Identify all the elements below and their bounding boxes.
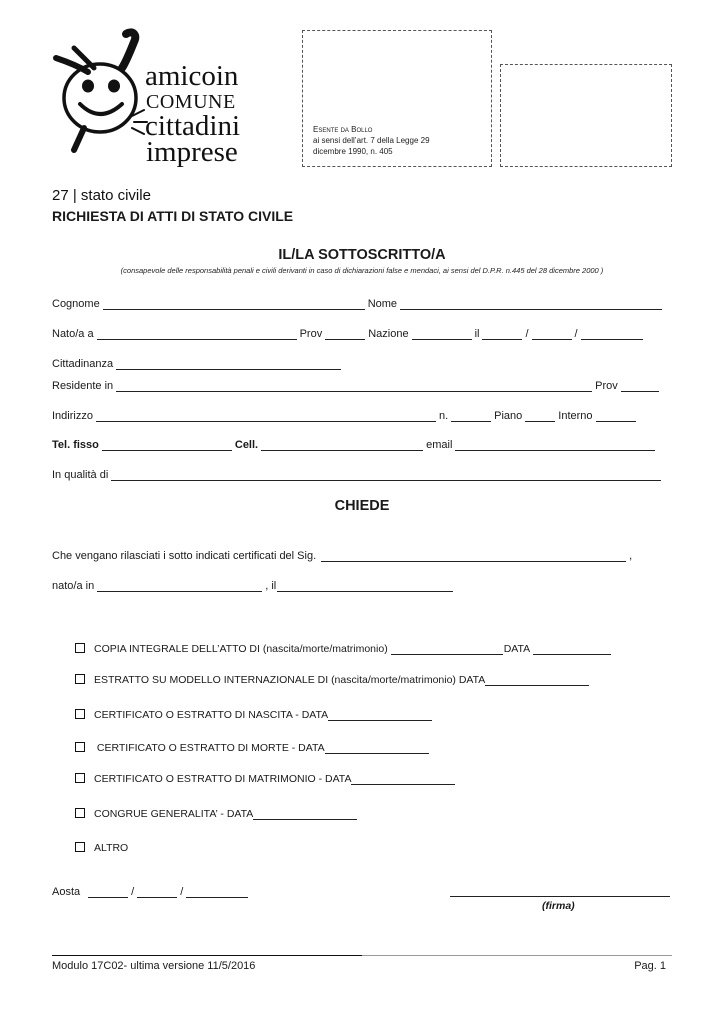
row-name xyxy=(52,295,665,310)
checkbox-marriage-certificate[interactable] xyxy=(75,773,85,783)
marriage-certificate-date-field[interactable] xyxy=(351,773,455,785)
date-slash: / xyxy=(525,328,529,340)
row-address xyxy=(52,407,639,422)
nato-label: Nato/a a xyxy=(52,328,94,340)
row-residence xyxy=(52,377,662,392)
request-text: Che vengano rilasciati i sotto indicati certificati del Sig. xyxy=(52,550,317,562)
piano-label: Piano xyxy=(494,410,523,422)
document-title: RICHIESTA DI ATTI DI STATO CIVILE xyxy=(52,208,294,224)
qualita-label: In qualità di xyxy=(52,469,109,481)
sign-year-field[interactable] xyxy=(186,886,248,898)
checkbox-full-copy[interactable] xyxy=(75,643,85,653)
stamp-exemption-line1: ai sensi dell’art. 7 della Legge 29 xyxy=(313,136,430,145)
option-marriage-certificate-label: CERTIFICATO O ESTRATTO DI MATRIMONIO - DATA xyxy=(94,773,352,785)
address-field[interactable] xyxy=(96,410,436,422)
row-request-person xyxy=(52,547,632,562)
logo-text-comune: COMUNE xyxy=(146,91,236,113)
section-label: 27 | stato civile xyxy=(52,187,151,204)
checkbox-personal-details[interactable] xyxy=(75,808,85,818)
personal-details-date-field[interactable] xyxy=(253,808,357,820)
nome-label: Nome xyxy=(367,298,398,310)
option-other xyxy=(75,839,128,854)
birth-prov-field[interactable] xyxy=(325,328,365,340)
full-copy-type-field[interactable] xyxy=(391,643,503,655)
option-other-label: ALTRO xyxy=(94,842,129,854)
option-marriage-certificate xyxy=(75,770,458,785)
floor-field[interactable] xyxy=(525,410,555,422)
civic-number-field[interactable] xyxy=(451,410,491,422)
checkbox-birth-certificate[interactable] xyxy=(75,709,85,719)
stamp-exemption-text xyxy=(313,124,430,157)
birth-year-field[interactable] xyxy=(581,328,643,340)
phone-field[interactable] xyxy=(102,439,232,451)
residente-label: Residente in xyxy=(52,380,114,392)
request-il-label: , il xyxy=(265,580,277,592)
footer-page-number: Pag. 1 xyxy=(634,960,666,972)
residence-prov-field[interactable] xyxy=(621,380,659,392)
row-capacity xyxy=(52,466,664,481)
birth-day-field[interactable] xyxy=(482,328,522,340)
request-nato-label: nato/a in xyxy=(52,580,95,592)
row-place-date xyxy=(52,883,251,898)
nazione-label: Nazione xyxy=(368,328,409,340)
option-full-copy-date-label: DATA xyxy=(503,643,531,655)
birthplace-field[interactable] xyxy=(97,328,297,340)
legal-note: (consapevole delle responsabilità penali e civili derivanti in caso di dichiarazioni false e mendaci, ai sensi del D.P.R. n.445 del 28 dicembre 2000 ) xyxy=(120,266,604,275)
request-heading: CHIEDE xyxy=(334,498,390,514)
row-request-birth xyxy=(52,577,456,592)
option-personal-details xyxy=(75,805,360,820)
request-person-field[interactable] xyxy=(321,550,626,562)
option-international-extract xyxy=(75,671,592,686)
date-slash: / xyxy=(574,328,578,340)
signature-field[interactable] xyxy=(450,896,670,897)
sign-date-slash: / xyxy=(131,886,135,898)
nation-field[interactable] xyxy=(412,328,472,340)
sign-month-field[interactable] xyxy=(137,886,177,898)
civic-number-label: n. xyxy=(438,410,449,422)
sign-day-field[interactable] xyxy=(88,886,128,898)
checkbox-international-extract[interactable] xyxy=(75,674,85,684)
checkbox-other[interactable] xyxy=(75,842,85,852)
checkbox-death-certificate[interactable] xyxy=(75,742,85,752)
option-full-copy xyxy=(75,640,614,655)
request-birthdate-field[interactable] xyxy=(277,580,453,592)
stamp-exemption-title: Esente da Bollo xyxy=(313,125,373,134)
municipality-logo xyxy=(48,28,148,154)
row-contacts xyxy=(52,436,658,451)
il-label: il xyxy=(474,328,480,340)
sign-date-slash: / xyxy=(180,886,184,898)
residence-field[interactable] xyxy=(116,380,592,392)
prov-label: Prov xyxy=(299,328,323,340)
option-birth-certificate-label: CERTIFICATO O ESTRATTO DI NASCITA - DATA xyxy=(94,709,329,721)
stamp-protocol-box xyxy=(500,64,672,167)
cell-label: Cell. xyxy=(234,439,259,451)
request-birthplace-field[interactable] xyxy=(97,580,262,592)
option-full-copy-label: COPIA INTEGRALE DELL’ATTO DI (nascita/morte/matrimonio) xyxy=(94,643,388,655)
cell-field[interactable] xyxy=(261,439,423,451)
logo-text-cittadini: cittadini xyxy=(145,110,241,142)
email-label: email xyxy=(426,439,453,451)
row-citizenship xyxy=(52,355,344,370)
stamp-exemption-line2: dicembre 1990, n. 405 xyxy=(313,147,393,156)
option-death-certificate xyxy=(75,739,432,754)
cognome-field[interactable] xyxy=(103,298,365,310)
email-field[interactable] xyxy=(455,439,655,451)
option-death-certificate-label: CERTIFICATO O ESTRATTO DI MORTE - DATA xyxy=(94,742,325,754)
birth-month-field[interactable] xyxy=(532,328,572,340)
place-label: Aosta xyxy=(52,886,81,898)
option-international-extract-label: ESTRATTO SU MODELLO INTERNAZIONALE DI (nascita/morte/matrimonio) DATA xyxy=(94,674,486,686)
option-birth-certificate xyxy=(75,706,435,721)
subscriber-heading: IL/LA SOTTOSCRITTO/A xyxy=(278,247,446,263)
footer-divider-right xyxy=(362,955,672,956)
request-comma: , xyxy=(629,550,633,562)
logo-text-amicoin: amicoin xyxy=(145,60,239,92)
birth-certificate-date-field[interactable] xyxy=(328,709,432,721)
citizenship-field[interactable] xyxy=(116,358,341,370)
international-extract-date-field[interactable] xyxy=(485,674,589,686)
cittadinanza-label: Cittadinanza xyxy=(52,358,114,370)
footer-divider xyxy=(52,955,362,956)
capacity-field[interactable] xyxy=(111,469,661,481)
footer-form-version: Modulo 17C02- ultima versione 11/5/2016 xyxy=(52,960,256,972)
phone-label: Tel. fisso xyxy=(52,439,99,451)
residence-prov-label: Prov xyxy=(595,380,618,392)
logo-text-imprese: imprese xyxy=(146,136,238,168)
nome-field[interactable] xyxy=(400,298,662,310)
indirizzo-label: Indirizzo xyxy=(52,410,93,422)
interno-label: Interno xyxy=(558,410,593,422)
cognome-label: Cognome xyxy=(52,298,100,310)
option-personal-details-label: CONGRUE GENERALITA’ - DATA xyxy=(94,808,254,820)
interior-field[interactable] xyxy=(596,410,636,422)
row-birth xyxy=(52,325,646,340)
death-certificate-date-field[interactable] xyxy=(325,742,429,754)
full-copy-date-field[interactable] xyxy=(533,643,611,655)
signature-label: (firma) xyxy=(542,900,575,912)
